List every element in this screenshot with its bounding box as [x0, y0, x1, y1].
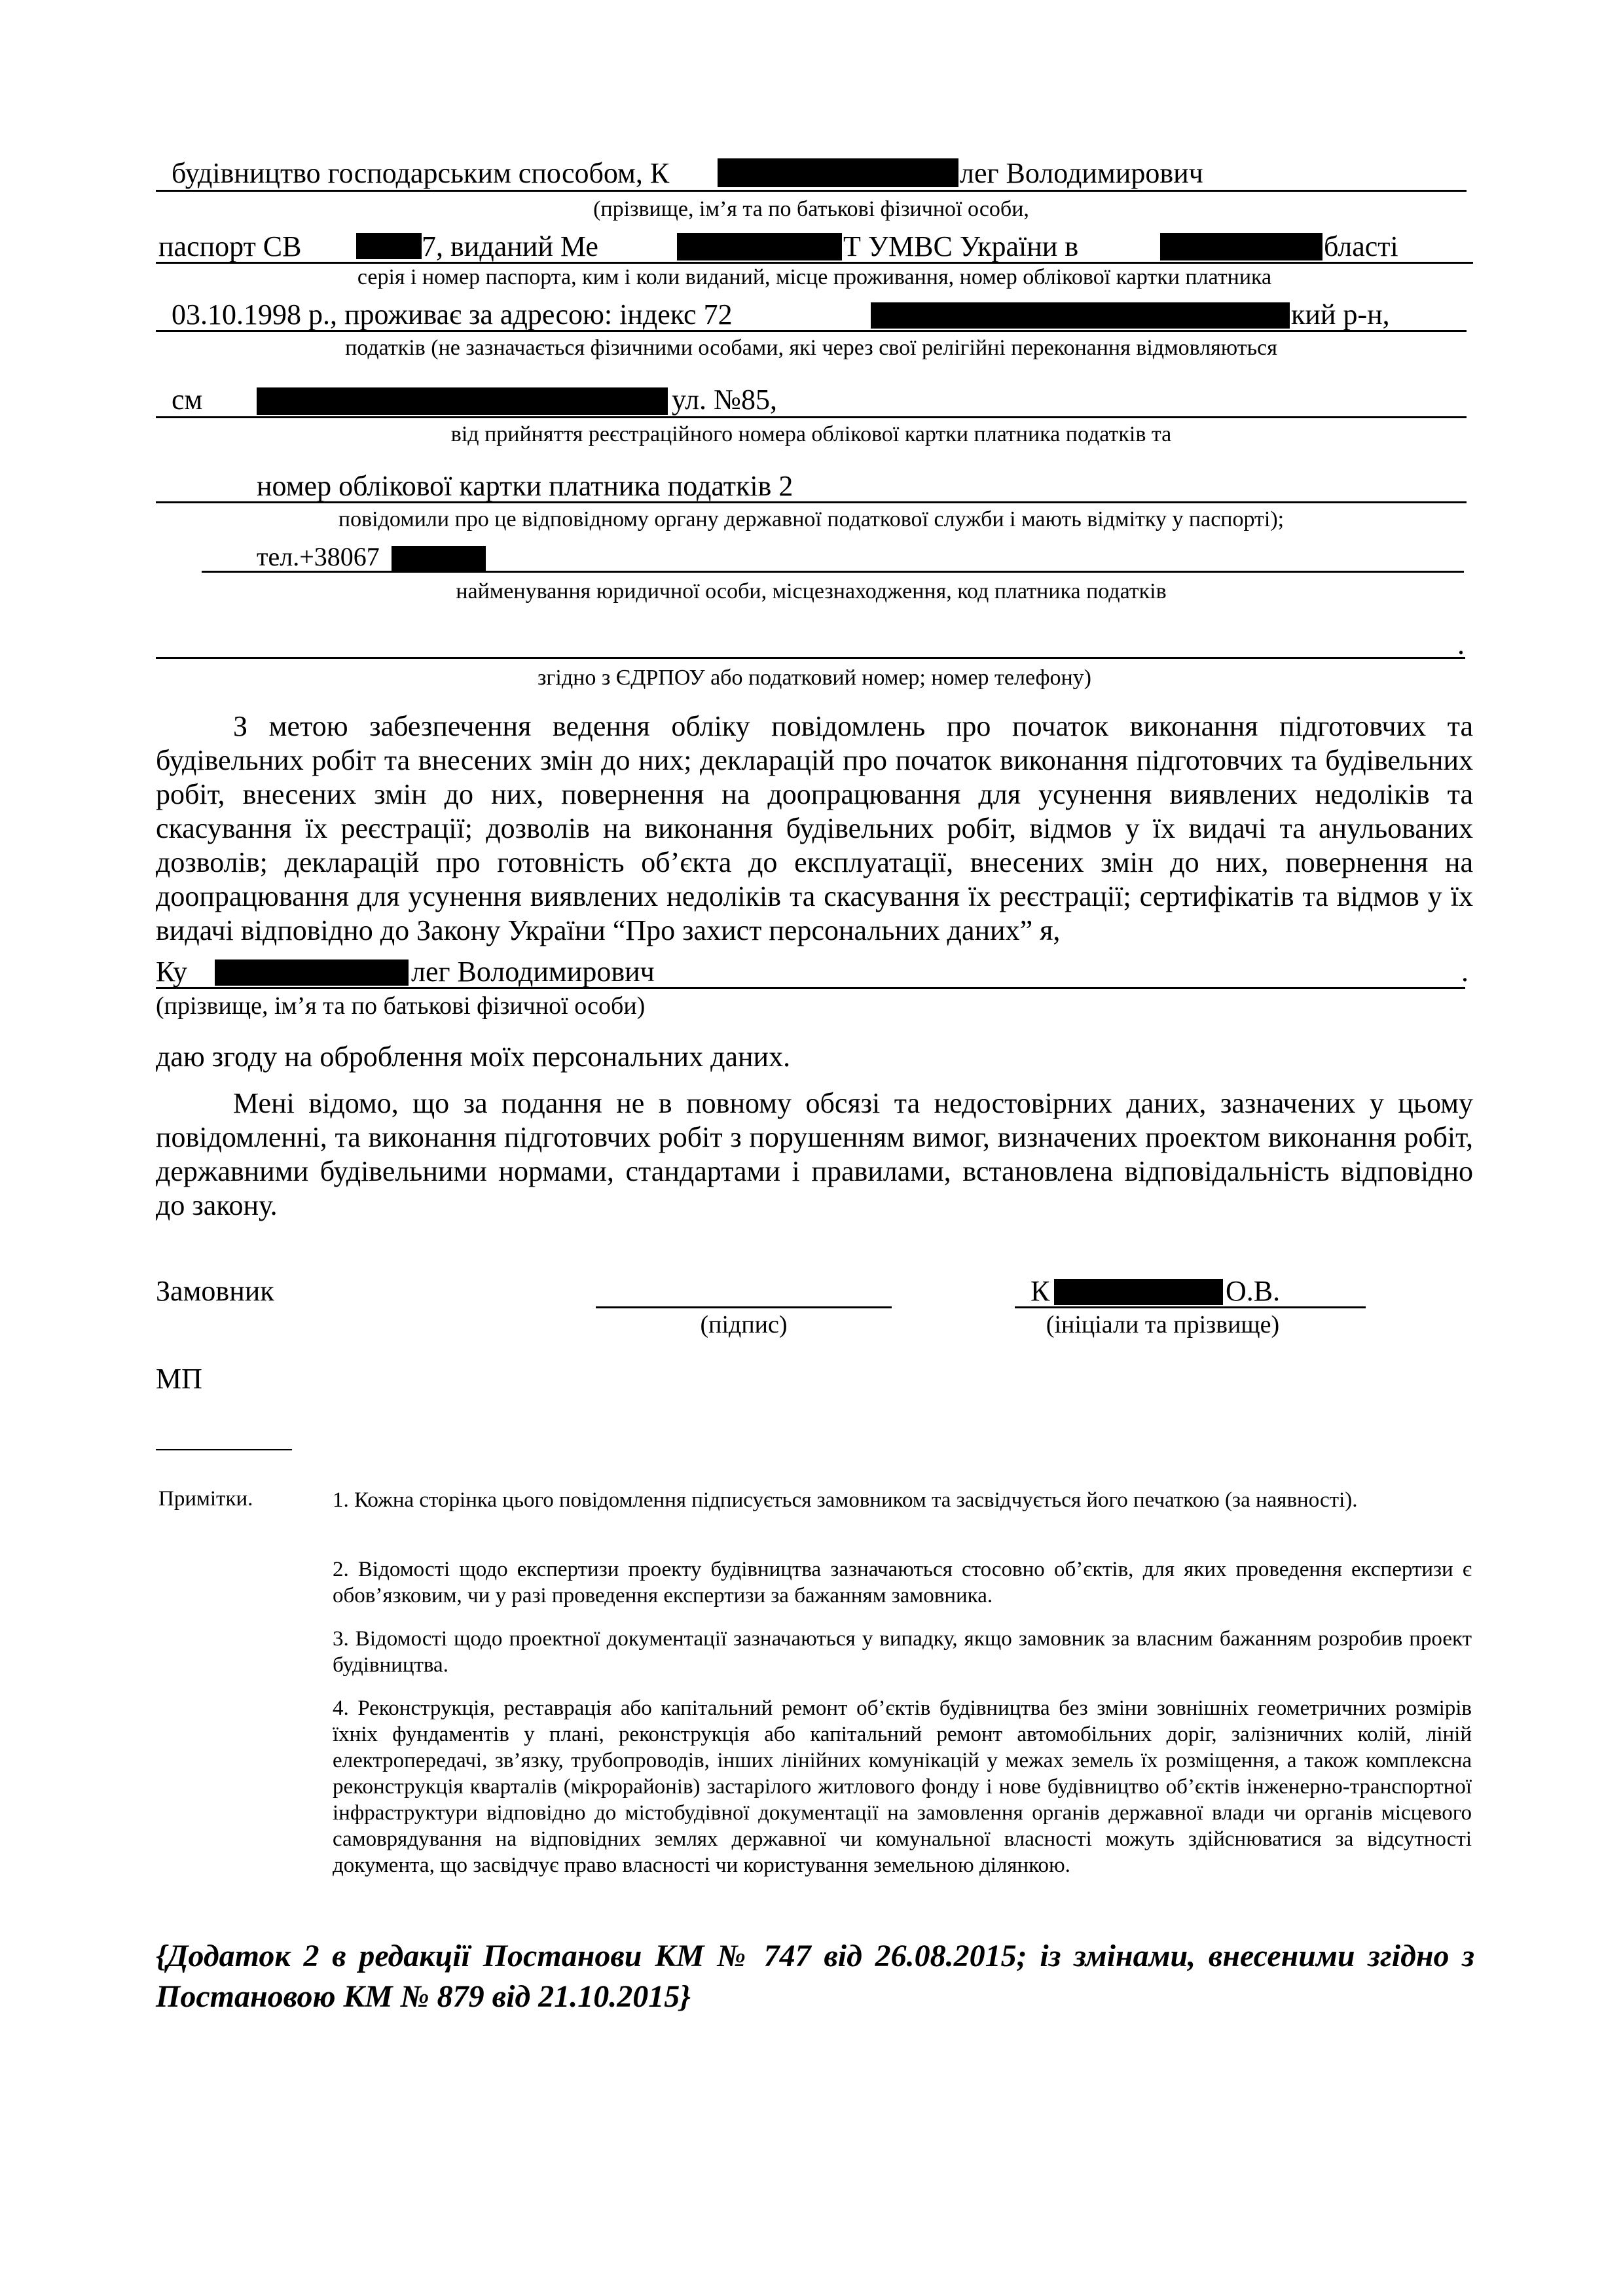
field-underline — [156, 416, 1467, 418]
note-3: 3. Відомості щодо проектної документації зазначаються у випадку, якщо замовник за власним бажанням розробив проект будівництва. — [333, 1627, 1472, 1677]
consent-name-caption: (прізвище, ім’я та по батькові фізичної особи) — [156, 992, 646, 1020]
redaction-block — [392, 546, 486, 571]
field-underline — [156, 987, 1465, 989]
applicant-name-field: лег Володимирович — [960, 157, 1203, 189]
line-end-period: . — [1461, 956, 1468, 988]
passport-issued-field: 7, виданий Ме — [422, 230, 598, 262]
field-caption: від прийняття реєстраційного номера облікової картки платника податків та — [450, 422, 1172, 446]
stamp-label: МП — [156, 1363, 202, 1395]
customer-initials: О.В. — [1226, 1275, 1281, 1307]
passport-authority-field: Т УМВС України в — [843, 230, 1079, 262]
redaction-block — [718, 158, 958, 187]
field-caption: (прізвище, ім’я та по батькові фізичної особи, — [593, 197, 1029, 221]
address-field: 03.10.1998 р., проживає за адресою: індекс 72 — [172, 298, 733, 331]
passport-region-field: бласті — [1324, 230, 1398, 262]
phone-field: тел.+38067 — [257, 542, 380, 571]
consent-paragraph: З метою забезпечення ведення обліку повідомлень про початок виконання підготовчих та будівельних робіт та внесених змін до них; декларацій про початок виконання підготовчих та будівельних робіт, внесених змін до них, повернення на доопрацювання для усунення виявлених недоліків та скасування їх реєстрації; дозволів на виконання будівельних робіт, відмов у їх видачі та анульованих дозволів; декларацій про готовність об’єкта до експлуатації, внесених змін до них, повернення на доопрацювання для усунення виявлених недоліків та скасування їх реєстрації; сертифікатів та відмов у їх видачі відповідно до Закону України “Про захист персональних даних” я, — [156, 710, 1473, 946]
redaction-block — [1054, 1279, 1223, 1305]
field-underline — [156, 330, 1467, 332]
tax-number-field: номер облікової картки платника податків 2 — [257, 470, 793, 502]
customer-label: Замовник — [156, 1275, 274, 1307]
district-field: кий р-н, — [1291, 298, 1390, 331]
field-underline — [156, 657, 1465, 659]
note-4: 4. Реконструкція, реставрація або капітальний ремонт об’єктів будівництва без зміни зовнішніх геометричних розмірів їхніх фундаментів у плані, реконструкція або капітальний ремонт автомобільних доріг, залізничних колій, ліній електропередачі, зв’язку, трубопроводів, інших лінійних комунікацій у межах земель їх розміщення, а також комплексна реконструкція кварталів (мікрорайонів) застарілого житлового фонду і нове будівництво об’єктів інженерно-транспортної інфраструктури відповідно до містобудівної документації на замовлення органів державної влади чи органів місцевого самоврядування на відповідних землях державної чи комунальної власності можуть здійснюватися за відсутності документа, що засвідчує право власності чи користування земельною ділянкою. — [333, 1696, 1472, 1877]
field-caption: найменування юридичної особи, місцезнаходження, код платника податків — [456, 579, 1167, 603]
consent-name-start: Ку — [156, 956, 188, 988]
responsibility-paragraph: Мені відомо, що за подання не в повному обсязі та недостовірних даних, зазначених у цьому повідомленні, та виконання підготовчих робіт з порушенням вимог, визначених проектом виконання робіт, державними будівельними нормами, стандартами і правилами, встановлена відповідальність відповідно до закону. — [156, 1087, 1473, 1221]
applicant-activity-field: будівництво господарським способом, К — [172, 157, 670, 189]
redaction-block — [257, 387, 668, 415]
field-underline — [156, 190, 1467, 192]
redaction-block — [677, 233, 842, 260]
consent-agree-text: даю згоду на оброблення моїх персональних даних. — [156, 1041, 791, 1073]
footnote-separator — [156, 1449, 292, 1450]
field-caption: податків (не зазначається фізичними особами, які через свої релігійні переконання відмовляються — [345, 336, 1277, 360]
consent-name-field: лег Володимирович — [411, 956, 655, 988]
signature-caption: (підпис) — [700, 1311, 788, 1338]
customer-initial: К — [1030, 1275, 1050, 1307]
initials-caption: (ініціали та прізвище) — [1046, 1311, 1280, 1338]
initials-line — [1015, 1306, 1366, 1308]
note-2: 2. Відомості щодо експертизи проекту будівництва зазначаються стосовно об’єктів, для яких проведення експертизи є обов’язковим, чи у разі проведення експертизи за бажанням замовника. — [333, 1558, 1472, 1607]
field-caption: серія і номер паспорта, ким і коли виданий, місце проживання, номер облікової картки платника — [357, 265, 1272, 289]
field-caption: згідно з ЄДРПОУ або податковий номер; номер телефону) — [538, 666, 1091, 690]
redaction-block — [215, 960, 409, 986]
field-underline — [202, 571, 1464, 573]
street-field: ул. №85, — [672, 384, 778, 416]
amendment-note: {Додаток 2 в редакції Постанови КМ № 747 від 26.08.2015; із змінами, внесеними згідно з Постановою КМ № 879 від 21.10.2015} — [156, 1939, 1474, 2014]
field-underline — [156, 262, 1473, 264]
note-1: 1. Кожна сторінка цього повідомлення підписується замовником та засвідчується його печаткою (за наявності). — [333, 1488, 1358, 1512]
settlement-field: см — [172, 384, 203, 416]
notes-label: Примітки. — [158, 1487, 253, 1511]
field-caption: повідомили про це відповідному органу державної податкової служби і мають відмітку у паспорті); — [338, 507, 1285, 531]
field-underline — [156, 501, 1467, 503]
passport-series-field: паспорт СВ — [158, 230, 302, 262]
signature-line — [596, 1306, 892, 1308]
redaction-block — [356, 233, 422, 259]
line-end-period: . — [1457, 628, 1465, 660]
redaction-block — [871, 302, 1290, 329]
redaction-block — [1160, 233, 1322, 260]
